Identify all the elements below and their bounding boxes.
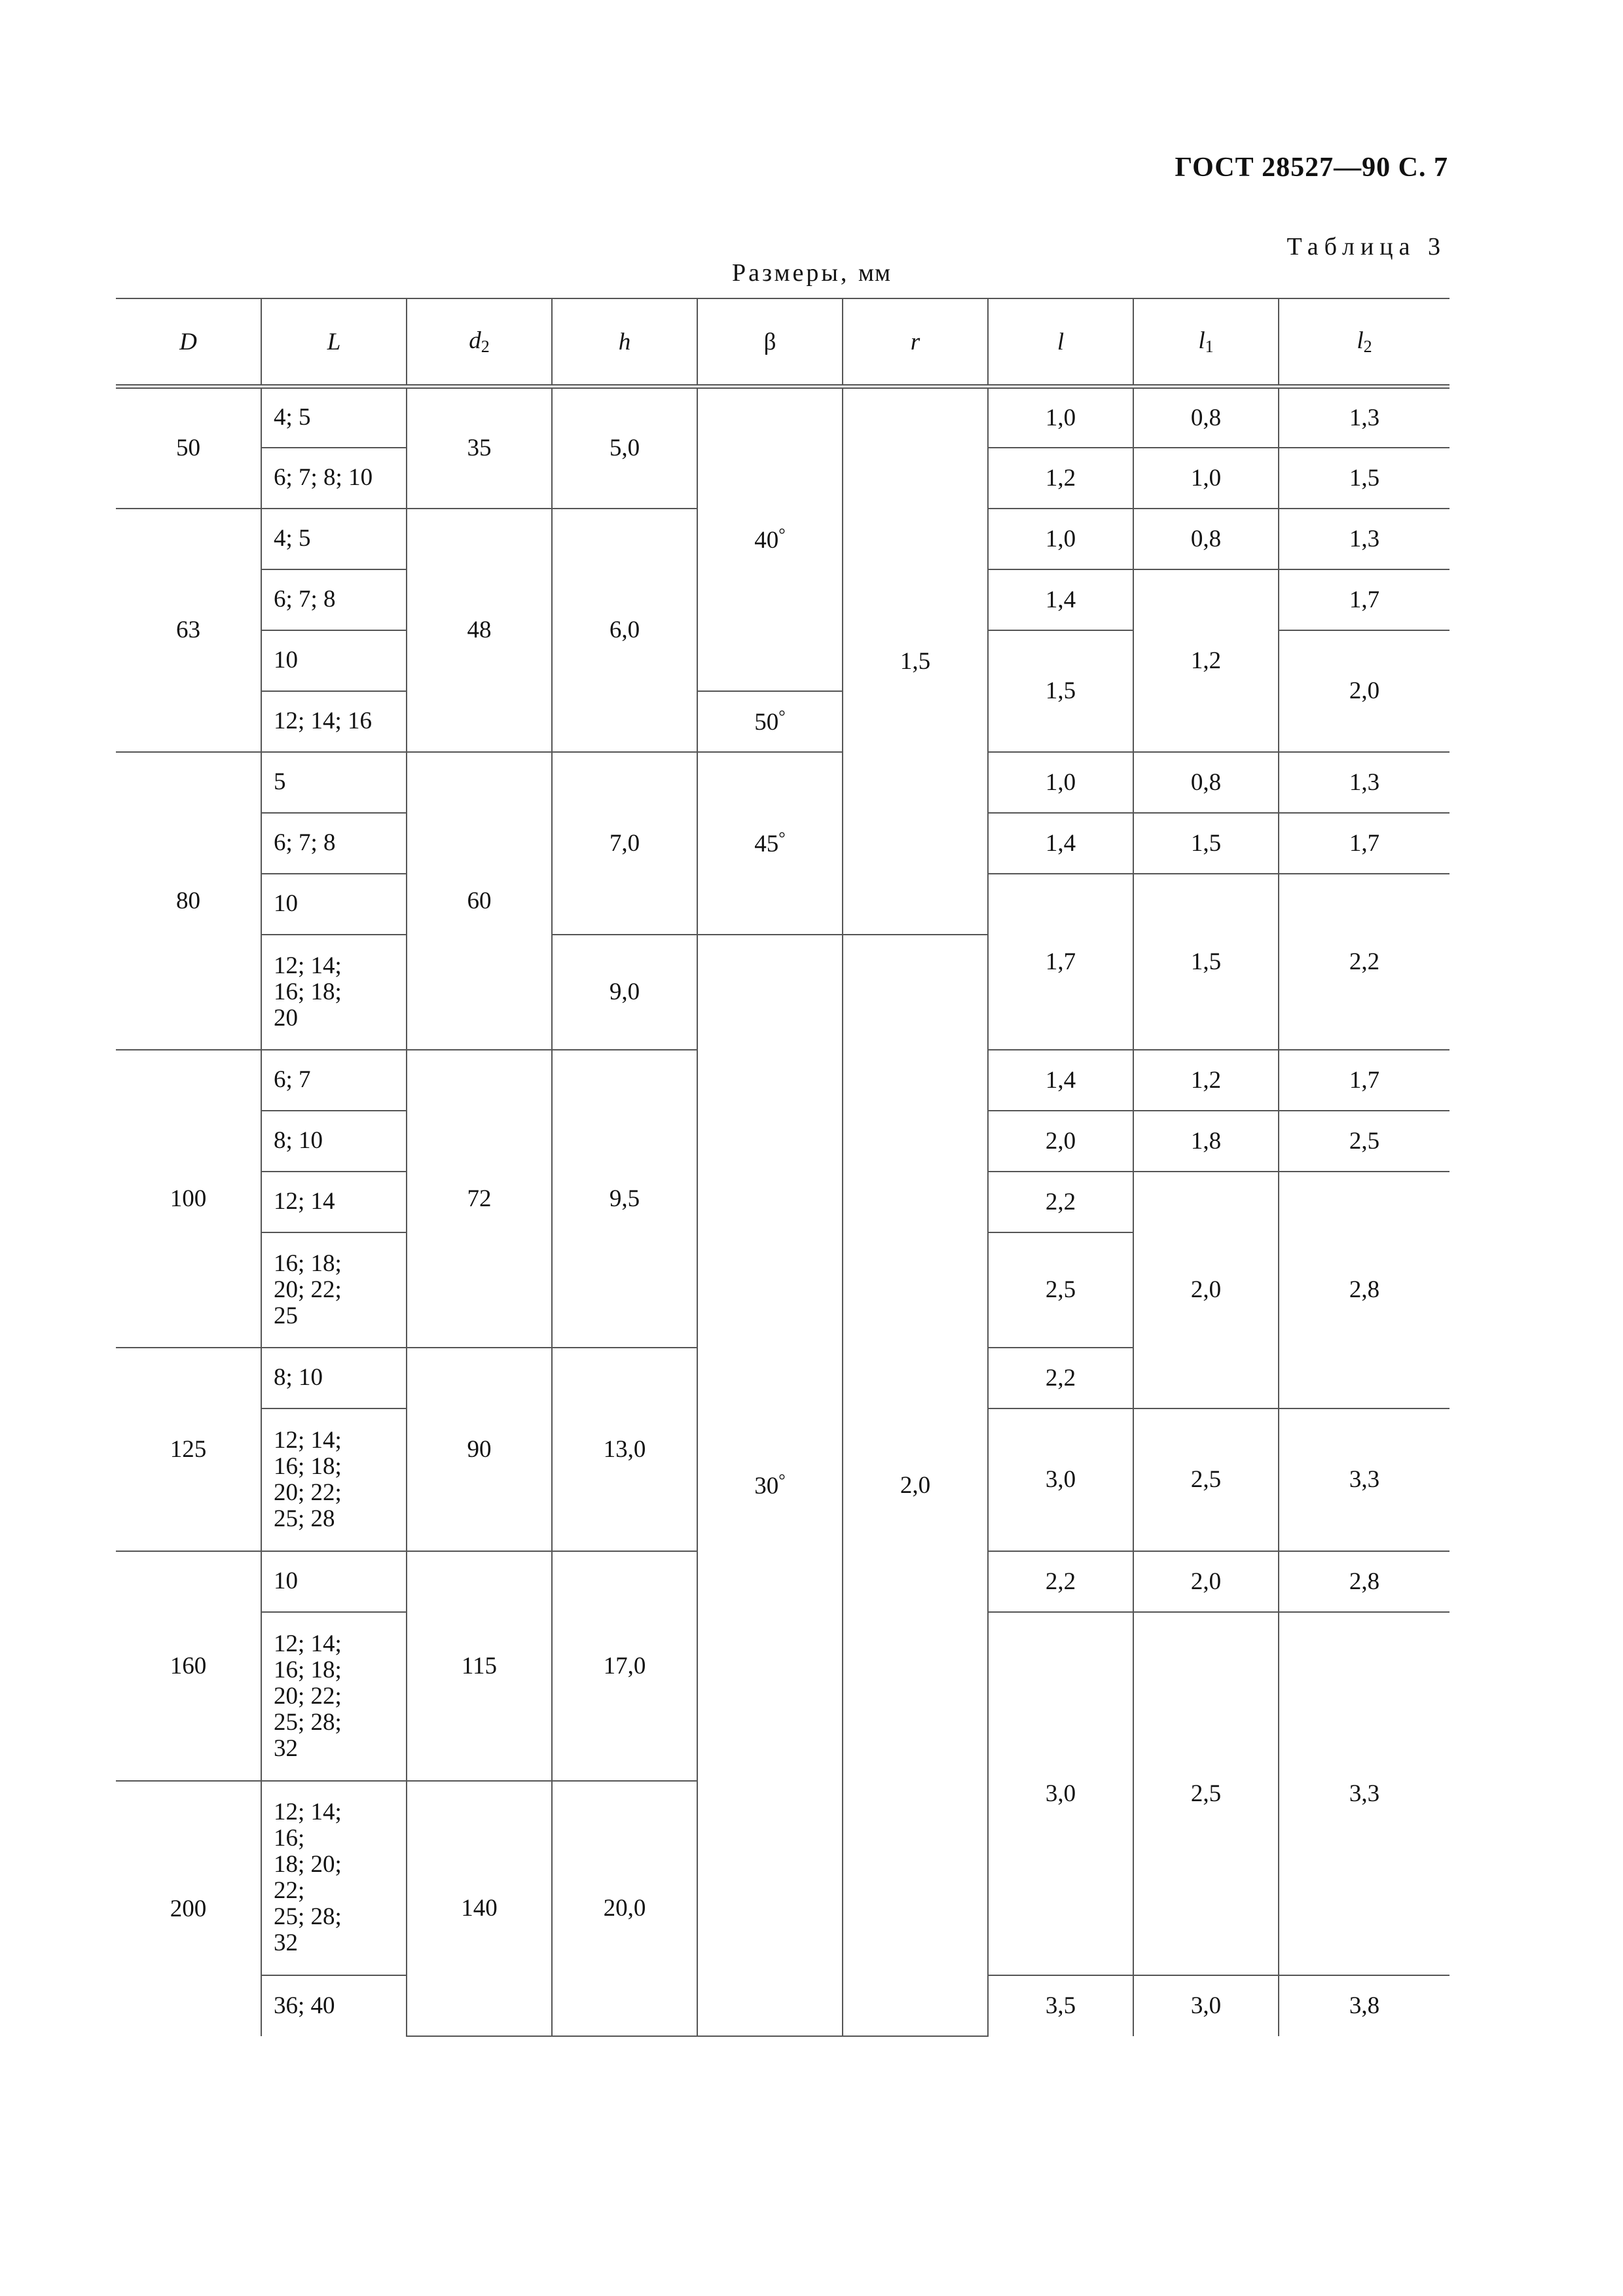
- cell-l: 1,0: [988, 752, 1133, 813]
- cell-r: 2,0: [843, 935, 988, 2036]
- cell-L: 36; 40: [261, 1975, 407, 2036]
- units-caption-text: Размеры,: [731, 259, 850, 287]
- cell-l1: 2,0: [1133, 1172, 1279, 1408]
- cell-D: 80: [116, 752, 261, 1050]
- cell-l2: 2,5: [1279, 1111, 1450, 1172]
- cell-l: 2,2: [988, 1172, 1133, 1232]
- header-l2-letter: l: [1357, 327, 1364, 354]
- cell-l: 3,0: [988, 1612, 1133, 1975]
- cell-l: 2,0: [988, 1111, 1133, 1172]
- cell-l: 1,4: [988, 1050, 1133, 1111]
- cell-h: 20,0: [552, 1781, 697, 2036]
- table-header-row: [116, 298, 1450, 387]
- cell-L: 12; 14; 16; 18; 20: [261, 935, 407, 1050]
- cell-d2: 60: [407, 752, 552, 1050]
- cell-l2: 3,8: [1279, 1975, 1450, 2036]
- cell-D: 63: [116, 509, 261, 752]
- cell-l1: 1,5: [1133, 813, 1279, 874]
- cell-l1: 0,8: [1133, 752, 1279, 813]
- cell-L: 12; 14; 16; 18; 20; 22; 25; 28: [261, 1408, 407, 1551]
- cell-d2: 35: [407, 387, 552, 509]
- table-caption: Таблица 3: [1286, 233, 1446, 260]
- cell-l1: 3,0: [1133, 1975, 1279, 2036]
- header-h: h: [552, 298, 697, 387]
- cell-h: 6,0: [552, 509, 697, 752]
- cell-r: 1,5: [843, 387, 988, 935]
- header-r: r: [843, 298, 988, 387]
- cell-beta: [697, 935, 843, 2036]
- cell-h: 13,0: [552, 1348, 697, 1551]
- cell-beta-value: 40: [754, 526, 779, 554]
- degree-mark: °: [778, 1470, 786, 1490]
- header-l2-subscript: 2: [1363, 337, 1372, 356]
- cell-beta: [697, 387, 843, 691]
- cell-D: 125: [116, 1348, 261, 1551]
- cell-h: 5,0: [552, 387, 697, 509]
- cell-L: 5: [261, 752, 407, 813]
- cell-l2: 1,7: [1279, 569, 1450, 630]
- cell-l1: 2,5: [1133, 1408, 1279, 1551]
- cell-L: 6; 7: [261, 1050, 407, 1111]
- header-D: D: [116, 298, 261, 387]
- cell-l2: 1,3: [1279, 752, 1450, 813]
- cell-l2: 1,5: [1279, 448, 1450, 509]
- header-d2-subscript: 2: [481, 337, 490, 356]
- cell-D: 200: [116, 1781, 261, 2036]
- header-d2-letter: d: [469, 327, 481, 354]
- cell-L: 12; 14; 16: [261, 691, 407, 752]
- cell-L: 10: [261, 630, 407, 691]
- cell-L: 4; 5: [261, 509, 407, 569]
- cell-L: 10: [261, 874, 407, 935]
- cell-d2: 115: [407, 1551, 552, 1781]
- cell-l2: 3,3: [1279, 1612, 1450, 1975]
- cell-l: 1,0: [988, 509, 1133, 569]
- cell-l2: 1,7: [1279, 813, 1450, 874]
- cell-beta-value: 45: [754, 830, 779, 857]
- cell-L: 10: [261, 1551, 407, 1612]
- cell-d2: 140: [407, 1781, 552, 2036]
- dimensions-table: [116, 298, 1450, 2037]
- cell-h: 9,0: [552, 935, 697, 1050]
- cell-L: 8; 10: [261, 1111, 407, 1172]
- cell-beta: [697, 691, 843, 752]
- cell-D: 100: [116, 1050, 261, 1348]
- cell-l2: 2,2: [1279, 874, 1450, 1050]
- header-l1-letter: l: [1198, 327, 1205, 354]
- cell-l2: 1,7: [1279, 1050, 1450, 1111]
- cell-l2: 1,3: [1279, 509, 1450, 569]
- cell-l: 1,5: [988, 630, 1133, 752]
- cell-l: 1,0: [988, 387, 1133, 448]
- cell-l: 1,4: [988, 569, 1133, 630]
- cell-L: 12; 14; 16; 18; 20; 22; 25; 28; 32: [261, 1612, 407, 1781]
- cell-l: 3,5: [988, 1975, 1133, 2036]
- cell-beta-value: 30: [754, 1472, 779, 1499]
- cell-l1: 2,5: [1133, 1612, 1279, 1975]
- cell-l1: 1,2: [1133, 1050, 1279, 1111]
- header-l: l: [988, 298, 1133, 387]
- cell-D: 50: [116, 387, 261, 509]
- cell-l2: 2,8: [1279, 1172, 1450, 1408]
- cell-l2: 2,8: [1279, 1551, 1450, 1612]
- units-caption: [0, 259, 1623, 287]
- header-l2: [1279, 298, 1450, 387]
- header-beta: β: [697, 298, 843, 387]
- cell-l: 2,2: [988, 1348, 1133, 1408]
- cell-L: 12; 14: [261, 1172, 407, 1232]
- cell-l: 3,0: [988, 1408, 1133, 1551]
- cell-h: 9,5: [552, 1050, 697, 1348]
- cell-L: 6; 7; 8; 10: [261, 448, 407, 509]
- cell-L: 8; 10: [261, 1348, 407, 1408]
- table-row: [116, 387, 1450, 448]
- degree-mark: °: [778, 828, 786, 848]
- degree-mark: °: [778, 706, 786, 726]
- cell-L: 12; 14; 16; 18; 20; 22; 25; 28; 32: [261, 1781, 407, 1975]
- cell-l: 1,4: [988, 813, 1133, 874]
- cell-l: 1,7: [988, 874, 1133, 1050]
- cell-d2: 48: [407, 509, 552, 752]
- cell-beta: [697, 752, 843, 935]
- cell-L: 4; 5: [261, 387, 407, 448]
- table-row: [116, 752, 1450, 813]
- cell-d2: 72: [407, 1050, 552, 1348]
- cell-l1: 0,8: [1133, 387, 1279, 448]
- cell-l: 2,5: [988, 1232, 1133, 1348]
- cell-l2: 3,3: [1279, 1408, 1450, 1551]
- document-reference: ГОСТ 28527—90 С. 7: [1175, 152, 1448, 183]
- units-caption-unit: мм: [858, 259, 891, 287]
- cell-l1: 1,5: [1133, 874, 1279, 1050]
- cell-l1: 1,2: [1133, 569, 1279, 752]
- cell-l: 2,2: [988, 1551, 1133, 1612]
- cell-l1: 1,0: [1133, 448, 1279, 509]
- cell-L: 6; 7; 8: [261, 569, 407, 630]
- cell-l: 1,2: [988, 448, 1133, 509]
- cell-L: 6; 7; 8: [261, 813, 407, 874]
- header-l1-subscript: 1: [1205, 337, 1214, 356]
- cell-L: 16; 18; 20; 22; 25: [261, 1232, 407, 1348]
- header-L: L: [261, 298, 407, 387]
- degree-mark: °: [778, 524, 786, 544]
- header-d2: [407, 298, 552, 387]
- header-l1: [1133, 298, 1279, 387]
- cell-l2: 1,3: [1279, 387, 1450, 448]
- cell-D: 160: [116, 1551, 261, 1781]
- cell-h: 17,0: [552, 1551, 697, 1781]
- cell-h: 7,0: [552, 752, 697, 935]
- cell-beta-value: 50: [754, 708, 779, 736]
- cell-d2: 90: [407, 1348, 552, 1551]
- cell-l2: 2,0: [1279, 630, 1450, 752]
- cell-l1: 2,0: [1133, 1551, 1279, 1612]
- cell-l1: 1,8: [1133, 1111, 1279, 1172]
- cell-l1: 0,8: [1133, 509, 1279, 569]
